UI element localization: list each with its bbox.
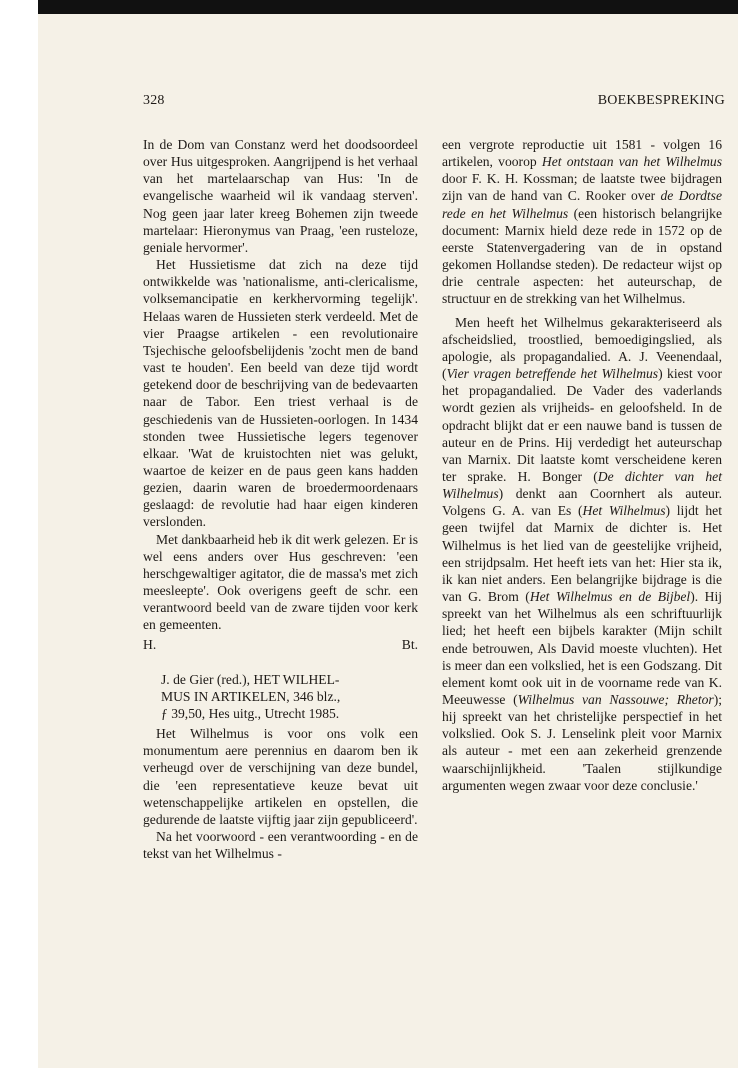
right-column <box>442 136 722 794</box>
review-signature <box>143 636 418 653</box>
text-run: ) denkt aan Coornhert als auteur. Volgens G. A. van Es ( <box>442 486 722 519</box>
bib-line: MUS IN ARTIKELEN, 346 blz., <box>161 688 341 704</box>
cited-title: Vier vragen betreffende het Wilhelmus <box>446 366 659 382</box>
signature-initials: Bt. <box>401 636 418 652</box>
paragraph <box>442 136 722 308</box>
text-run: (een historisch belangrijke document: Marnix hield deze rede in 1572 op de eerste Statenvergadering van de in opstand gekomen Hollandse steden). De redacteur wijst op drie centrale aspecten: het auteurschap, de structuur en de strekking van het Wilhelmus. <box>442 205 723 307</box>
bib-line: J. de Gier (red.), HET WILHEL- <box>161 671 340 687</box>
page-number: 328 <box>143 93 165 108</box>
cited-title: Het Wilhelmus <box>582 503 666 519</box>
paragraph: Na het voorwoord - een verantwoording - en de tekst van het Wilhelmus - <box>143 829 418 862</box>
paragraph <box>442 314 722 794</box>
text-run: ) kiest voor het propagandalied. De Vader des vaderlands wordt gezien als vrijheids- en geloofsheld. In de opdracht blijkt dat er een nauwe band is tussen de auteur en de Prins. Hij verdedigt het auteurschap van Marnix. Dit laatste komt verscheidene keren ter sprake. H. Bonger ( <box>442 366 722 484</box>
text-run: ). Hij spreekt van het Wilhelmus als een schriftuurlijk lied; het heeft een bijbels karakter (Mijn schilt ende betrouwen, Als David moeste vluchten). Het is meer dan een volkslied, het is een Godszang. Dit element komt ook uit in de voorname rede van K. Meeuwesse ( <box>442 589 722 707</box>
cited-title: Het Wilhelmus en de Bijbel <box>529 589 691 605</box>
text-run: door F. K. H. Kossman; de laatste twee bijdragen zijn van de hand van C. Rooker over <box>442 171 722 204</box>
scan-top-border <box>38 0 738 14</box>
running-title: BOEKBESPREKING <box>597 93 725 108</box>
page <box>38 14 738 1068</box>
bib-line: ƒ 39,50, Hes uitg., Utrecht 1985. <box>161 706 340 721</box>
text-run: ); hij spreekt van het christelijke perspectief in het volkslied. Ook S. J. Lenselink pleit voor Marnix als auteur - met een aan zekerheid grenzende waarschijnlijkheid. 'Taalen stijlkundige argumenten wegen zwaar voor deze conclusie.' <box>442 692 723 793</box>
bibliographic-entry <box>143 671 418 722</box>
paragraph: Het Wilhelmus is voor ons volk een monumentum aere perennius en daarom ben ik verheugd over de verschijning van deze bundel, die 'een representatieve keuze bevat uit wetenschappelijke artikelen en opstellen, die gedurende de laatste vijftig jaar zijn gepubliceerd'. <box>143 726 418 827</box>
cited-title: Wilhelmus van Nassouwe; Rhetor <box>517 692 714 707</box>
text-run: ) lijdt het geen twijfel dat Marnix de dichter is. Het Wilhelmus is het lied van de geestelijke vrijheid, een strijdpsalm. Het heeft iets van het: Hier sta ik, ik kan niet anders. Een belangrijke bijdrage is die van G. Brom ( <box>442 503 722 605</box>
cited-title: Het ontstaan van het Wilhelmus <box>541 154 723 170</box>
cited-title: de Dordtse rede en het Wilhelmus <box>442 188 722 221</box>
paragraph: Het Hussietisme dat zich na deze tijd ontwikkelde was 'nationalisme, anti-clericalisme, volksemancipatie en kerkhervorming tegelijk'. Helaas waren de Hussieten sterk verdeeld. Met de vier Praagse artikelen - een revolutionaire Tsjechische geloofsbelijdenis 'zocht men de band vast te houden'. Een beeld van deze tijd wordt getekend door de beschrijving van de bedevaarten naar de Tabor. Een triest verhaal is de geschiedenis van de Hussieten-oorlogen. In 1434 stonden twee Hussietische legers tegenover elkaar. 'Wat de kruistochten niet was gelukt, waartoe de keizer en de paus geen kans hadden gezien, daarin waren de broedermoordenaars geslaagd: de revolutie had haar eigen kinderen verslonden. <box>143 257 418 530</box>
text-run: een vergrote reproductie uit 1581 - volgen 16 artikelen, voorop <box>442 137 722 170</box>
paragraph: Met dankbaarheid heb ik dit werk gelezen. Er is wel eens anders over Hus geschreven: 'een herschgewaltiger agitator, die de massa's met zich meesleepte'. Ook overigens geeft de schr. een verantwoord beeld van de zware tijden voor kerk en gemeenten. <box>143 531 418 633</box>
cited-title: De dichter van het Wilhelmus <box>442 468 722 502</box>
paragraph: In de Dom van Constanz werd het doodsoordeel over Hus uitgesproken. Aangrijpend is het verhaal van het martelaarschap van Hus: 'In de evangelische waarheid wil ik vandaag sterven'. Nog geen jaar later kreeg Bohemen zijn tweede martelaar: Hieronymus van Praag, 'een rusteloze, geniale hervormer'. <box>143 137 418 255</box>
text-run: Men heeft het Wilhelmus gekarakteriseerd als afscheidslied, troostlied, bemoedigingslied, als apologie, als propagandalied. A. J. Veenendaal, ( <box>442 314 722 382</box>
left-column <box>143 136 418 862</box>
signature-initial: H. <box>143 636 157 652</box>
